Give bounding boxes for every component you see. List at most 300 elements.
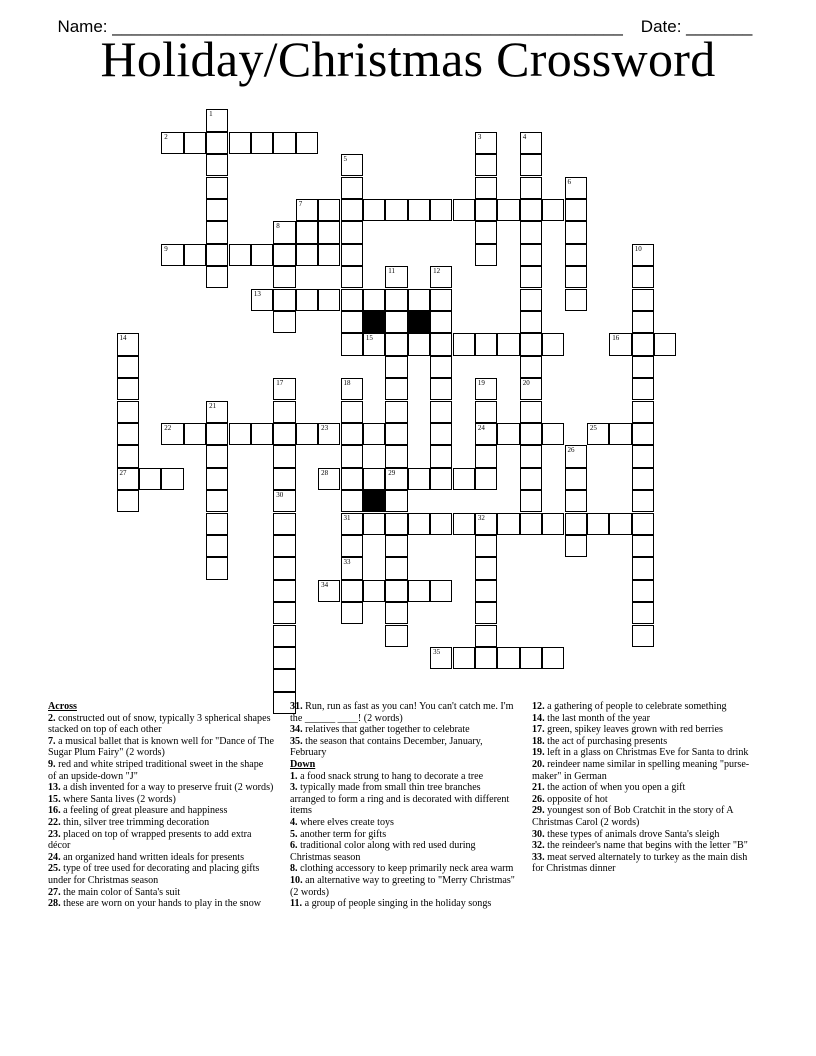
crossword-cell[interactable] <box>341 289 363 311</box>
crossword-cell[interactable] <box>609 513 631 535</box>
crossword-cell[interactable] <box>206 445 228 467</box>
clue-number: 4 <box>522 132 527 141</box>
crossword-cell[interactable] <box>206 557 228 579</box>
clue-number: 19. <box>532 747 545 759</box>
crossword-cell[interactable] <box>273 513 295 535</box>
crossword-cell[interactable] <box>363 289 385 311</box>
crossword-cell[interactable] <box>318 468 340 490</box>
crossword-cell[interactable] <box>206 154 228 176</box>
crossword-cell[interactable] <box>632 557 654 579</box>
clue-text: meat served alternately to turkey as the main dish for Christmas dinner <box>532 851 748 875</box>
crossword-cell[interactable] <box>475 199 497 221</box>
crossword-cell[interactable] <box>385 423 407 445</box>
crossword-cell[interactable] <box>341 199 363 221</box>
crossword-cell[interactable] <box>430 647 452 669</box>
crossword-cell[interactable] <box>430 266 452 288</box>
across-clue <box>48 805 274 817</box>
crossword-cell[interactable] <box>587 513 609 535</box>
crossword-cell[interactable] <box>632 378 654 400</box>
crossword-cell[interactable] <box>363 580 385 602</box>
clue-number: 15 <box>365 334 373 343</box>
crossword-cell[interactable] <box>475 333 497 355</box>
down-clue <box>532 782 760 794</box>
crossword-cell[interactable] <box>117 423 139 445</box>
crossword-cell[interactable] <box>341 445 363 467</box>
crossword-cell[interactable] <box>273 557 295 579</box>
crossword-cell[interactable] <box>385 535 407 557</box>
crossword-cell[interactable] <box>385 266 407 288</box>
crossword-cell[interactable] <box>565 490 587 512</box>
crossword-cell[interactable] <box>408 289 430 311</box>
crossword-cell[interactable] <box>430 445 452 467</box>
crossword-cell[interactable] <box>273 266 295 288</box>
crossword-cell[interactable] <box>318 244 340 266</box>
crossword-cell[interactable] <box>184 423 206 445</box>
crossword-cell[interactable] <box>565 199 587 221</box>
across-clue <box>48 782 274 794</box>
crossword-cell[interactable] <box>632 625 654 647</box>
crossword-cell[interactable] <box>632 333 654 355</box>
crossword-cell[interactable] <box>184 244 206 266</box>
crossword-cell[interactable] <box>475 557 497 579</box>
clue-number: 12. <box>532 701 545 712</box>
clue-text: a musical ballet that is known well for "Dance of The Sugar Plum Fairy" (2 words) <box>48 735 274 759</box>
clue-number: 14. <box>532 712 545 724</box>
crossword-cell[interactable] <box>206 401 228 423</box>
across-clue <box>48 852 274 864</box>
across-clue <box>48 863 274 886</box>
crossword-cell[interactable] <box>520 311 542 333</box>
crossword-cell[interactable] <box>341 423 363 445</box>
crossword-cell[interactable] <box>341 490 363 512</box>
crossword-cell[interactable] <box>161 132 183 154</box>
crossword-cell[interactable] <box>542 423 564 445</box>
crossword-cell[interactable] <box>475 378 497 400</box>
crossword-cell[interactable] <box>206 423 228 445</box>
crossword-cell[interactable] <box>632 311 654 333</box>
across-clue <box>48 829 274 852</box>
crossword-cell[interactable] <box>565 535 587 557</box>
crossword-cell[interactable] <box>520 154 542 176</box>
across-clue <box>290 736 516 759</box>
down-clue <box>532 736 760 748</box>
crossword-cell[interactable] <box>385 557 407 579</box>
crossword-cell[interactable] <box>430 333 452 355</box>
clue-number: 26 <box>567 446 575 455</box>
crossword-cell[interactable] <box>206 199 228 221</box>
crossword-cell[interactable] <box>273 647 295 669</box>
clue-number: 3 <box>477 132 482 141</box>
crossword-cell[interactable] <box>475 445 497 467</box>
crossword-cell[interactable] <box>408 468 430 490</box>
clue-number: 21. <box>532 782 545 794</box>
crossword-cell[interactable] <box>206 513 228 535</box>
crossword-cell[interactable] <box>520 356 542 378</box>
clue-number: 13. <box>48 782 61 794</box>
crossword-cell[interactable] <box>385 580 407 602</box>
clue-number: 24 <box>477 423 485 432</box>
crossword-cell[interactable] <box>453 468 475 490</box>
crossword-cell[interactable] <box>520 423 542 445</box>
crossword-cell[interactable] <box>520 401 542 423</box>
crossword-cell[interactable] <box>520 468 542 490</box>
crossword-cell[interactable] <box>251 244 273 266</box>
crossword-cell[interactable] <box>497 423 519 445</box>
crossword-cell[interactable] <box>385 625 407 647</box>
crossword-cell[interactable] <box>475 468 497 490</box>
crossword-cell[interactable] <box>520 513 542 535</box>
crossword-cell[interactable] <box>341 221 363 243</box>
crossword-cell[interactable] <box>206 244 228 266</box>
crossword-cell[interactable] <box>632 266 654 288</box>
crossword-cell[interactable] <box>385 356 407 378</box>
crossword-cell[interactable] <box>273 378 295 400</box>
crossword-cell[interactable] <box>632 423 654 445</box>
crossword-cell[interactable] <box>363 199 385 221</box>
crossword-cell[interactable] <box>341 244 363 266</box>
crossword-cell[interactable] <box>341 535 363 557</box>
clue-text: where Santa lives (2 words) <box>63 793 176 805</box>
clue-number: 10 <box>634 244 642 253</box>
crossword-cell[interactable] <box>654 333 676 355</box>
crossword-cell[interactable] <box>385 513 407 535</box>
clue-text: a dish invented for a way to preserve fruit (2 words) <box>63 782 274 794</box>
crossword-cell[interactable] <box>318 580 340 602</box>
crossword-cell[interactable] <box>117 378 139 400</box>
crossword-cell[interactable] <box>520 490 542 512</box>
crossword-cell[interactable] <box>632 468 654 490</box>
crossword-cell[interactable] <box>273 132 295 154</box>
crossword-cell[interactable] <box>251 289 273 311</box>
clue-text: relatives that gather together to celebrate <box>305 724 470 736</box>
crossword-cell[interactable] <box>520 244 542 266</box>
clue-number: 16. <box>48 805 61 817</box>
crossword-cell[interactable] <box>453 333 475 355</box>
crossword-cell[interactable] <box>430 423 452 445</box>
crossword-cell[interactable] <box>475 244 497 266</box>
crossword-cell[interactable] <box>408 580 430 602</box>
crossword-cell[interactable] <box>565 177 587 199</box>
crossword-cell[interactable] <box>341 580 363 602</box>
crossword-cell[interactable] <box>117 401 139 423</box>
name-field[interactable]: Name: ______________________________________________________ <box>57 17 623 36</box>
clue-text: youngest son of Bob Cratchit in the story of A Christmas Carol (2 words) <box>532 805 734 828</box>
crossword-cell[interactable] <box>161 468 183 490</box>
crossword-cell[interactable] <box>385 289 407 311</box>
crossword-cell[interactable] <box>385 602 407 624</box>
crossword-cell[interactable] <box>117 333 139 355</box>
clue-number: 1 <box>209 110 213 119</box>
clue-text: a gathering of people to celebrate something <box>547 701 727 712</box>
crossword-cell[interactable] <box>475 513 497 535</box>
crossword-cell[interactable] <box>341 266 363 288</box>
crossword-cell[interactable] <box>206 132 228 154</box>
clue-text: typically made from small thin tree branches arranged to form a ring and is decorated with different items <box>290 782 510 817</box>
clue-number: 11. <box>290 898 303 910</box>
crossword-cell[interactable] <box>430 580 452 602</box>
crossword-cell[interactable] <box>453 513 475 535</box>
crossword-cell[interactable] <box>273 401 295 423</box>
crossword-cell[interactable] <box>161 423 183 445</box>
down-clue <box>290 782 516 817</box>
crossword-cell[interactable] <box>453 199 475 221</box>
crossword-cell[interactable] <box>609 333 631 355</box>
crossword-cell[interactable] <box>273 311 295 333</box>
crossword-cell[interactable] <box>475 423 497 445</box>
crossword-cell[interactable] <box>206 221 228 243</box>
clue-number: 31 <box>343 513 351 522</box>
clue-number: 14 <box>119 334 127 343</box>
crossword-cell[interactable] <box>632 490 654 512</box>
crossword-cell[interactable] <box>206 109 228 131</box>
crossword-cell[interactable] <box>318 423 340 445</box>
down-clue <box>290 817 516 829</box>
crossword-cell[interactable] <box>251 132 273 154</box>
crossword-cell[interactable] <box>206 177 228 199</box>
crossword-cell[interactable] <box>273 602 295 624</box>
crossword-cell[interactable] <box>520 199 542 221</box>
crossword-cell[interactable] <box>296 199 318 221</box>
crossword-cell[interactable] <box>430 311 452 333</box>
crossword-cell[interactable] <box>296 221 318 243</box>
crossword-cell[interactable] <box>587 423 609 445</box>
crossword-cell[interactable] <box>341 513 363 535</box>
clue-number: 6. <box>290 840 298 852</box>
crossword-cell[interactable] <box>542 333 564 355</box>
clue-number: 23 <box>321 423 329 432</box>
crossword-cell[interactable] <box>475 154 497 176</box>
crossword-cell[interactable] <box>117 468 139 490</box>
crossword-cell[interactable] <box>229 244 251 266</box>
crossword-cell[interactable] <box>385 333 407 355</box>
crossword-cell[interactable] <box>520 445 542 467</box>
clue-text: the act of purchasing presents <box>547 735 668 747</box>
clue-number: 15. <box>48 793 61 805</box>
crossword-cell[interactable] <box>430 468 452 490</box>
crossword-cell[interactable] <box>497 647 519 669</box>
crossword-cell[interactable] <box>273 445 295 467</box>
crossword-cell[interactable] <box>475 401 497 423</box>
clue-column-2 <box>290 701 516 910</box>
crossword-cell[interactable] <box>363 423 385 445</box>
crossword-cell[interactable] <box>520 378 542 400</box>
clue-number: 18. <box>532 735 545 747</box>
crossword-cell[interactable] <box>430 356 452 378</box>
clue-text: red and white striped traditional sweet in the shape of an upside-down "J" <box>48 758 264 782</box>
crossword-cell[interactable] <box>632 401 654 423</box>
crossword-cell[interactable] <box>273 580 295 602</box>
crossword-cell[interactable] <box>385 311 407 333</box>
crossword-cell[interactable] <box>206 535 228 557</box>
crossword-cell[interactable] <box>430 401 452 423</box>
crossword-cell[interactable] <box>385 490 407 512</box>
crossword-cell[interactable] <box>273 221 295 243</box>
crossword-cell[interactable] <box>296 289 318 311</box>
clue-number: 12 <box>433 267 441 276</box>
crossword-cell[interactable] <box>385 468 407 490</box>
crossword-cell[interactable] <box>520 647 542 669</box>
down-clue <box>532 747 760 759</box>
clue-number: 34. <box>290 724 303 736</box>
crossword-cell[interactable] <box>341 401 363 423</box>
clue-number: 35. <box>290 735 303 747</box>
crossword-cell[interactable] <box>318 221 340 243</box>
crossword-cell[interactable] <box>318 289 340 311</box>
down-clue <box>532 829 760 841</box>
crossword-cell[interactable] <box>341 602 363 624</box>
crossword-cell[interactable] <box>385 199 407 221</box>
crossword-cell[interactable] <box>475 535 497 557</box>
crossword-block <box>363 311 385 333</box>
clue-number: 28 <box>321 468 329 477</box>
crossword-cell[interactable] <box>632 356 654 378</box>
crossword-cell[interactable] <box>385 378 407 400</box>
crossword-cell[interactable] <box>497 333 519 355</box>
crossword-cell[interactable] <box>341 154 363 176</box>
crossword-cell[interactable] <box>206 490 228 512</box>
across-clue <box>48 817 274 829</box>
crossword-cell[interactable] <box>363 468 385 490</box>
crossword-cell[interactable] <box>296 423 318 445</box>
clue-text: reindeer name similar in spelling meaning "purse-maker" in German <box>532 758 750 782</box>
crossword-cell[interactable] <box>341 333 363 355</box>
clue-number: 35 <box>433 647 441 656</box>
crossword-cell[interactable] <box>206 266 228 288</box>
crossword-cell[interactable] <box>542 199 564 221</box>
clue-number: 8. <box>290 863 298 875</box>
crossword-cell[interactable] <box>408 513 430 535</box>
crossword-cell[interactable] <box>520 177 542 199</box>
crossword-cell[interactable] <box>273 669 295 691</box>
down-clue <box>532 724 760 736</box>
crossword-cell[interactable] <box>161 244 183 266</box>
crossword-cell[interactable] <box>296 244 318 266</box>
crossword-cell[interactable] <box>475 625 497 647</box>
crossword-cell[interactable] <box>206 468 228 490</box>
crossword-cell[interactable] <box>565 289 587 311</box>
crossword-cell[interactable] <box>363 333 385 355</box>
across-clue <box>48 759 274 782</box>
across-clue <box>48 713 274 736</box>
crossword-cell[interactable] <box>565 266 587 288</box>
clue-number: 6 <box>567 177 571 186</box>
down-clue <box>532 759 760 782</box>
crossword-cell[interactable] <box>497 199 519 221</box>
crossword-cell[interactable] <box>117 490 139 512</box>
crossword-cell[interactable] <box>139 468 161 490</box>
crossword-cell[interactable] <box>229 132 251 154</box>
crossword-cell[interactable] <box>475 177 497 199</box>
crossword-cell[interactable] <box>609 423 631 445</box>
crossword-cell[interactable] <box>542 513 564 535</box>
crossword-cell[interactable] <box>273 423 295 445</box>
crossword-cell[interactable] <box>632 602 654 624</box>
crossword-cell[interactable] <box>363 513 385 535</box>
clue-number: 13 <box>253 289 261 298</box>
crossword-cell[interactable] <box>117 445 139 467</box>
crossword-cell[interactable] <box>632 580 654 602</box>
crossword-cell[interactable] <box>251 423 273 445</box>
crossword-cell[interactable] <box>632 513 654 535</box>
across-clue <box>48 898 274 910</box>
crossword-cell[interactable] <box>341 378 363 400</box>
crossword-cell[interactable] <box>520 333 542 355</box>
clue-number: 30 <box>276 491 284 500</box>
crossword-cell[interactable] <box>341 557 363 579</box>
crossword-cell[interactable] <box>475 580 497 602</box>
clue-text: clothing accessory to keep primarily neck area warm <box>300 863 514 875</box>
crossword-cell[interactable] <box>475 647 497 669</box>
crossword-cell[interactable] <box>520 266 542 288</box>
crossword-cell[interactable] <box>273 490 295 512</box>
crossword-cell[interactable] <box>117 356 139 378</box>
clue-number: 5. <box>290 828 298 840</box>
crossword-cell[interactable] <box>475 132 497 154</box>
crossword-cell[interactable] <box>385 445 407 467</box>
crossword-cell[interactable] <box>632 445 654 467</box>
crossword-cell[interactable] <box>408 333 430 355</box>
crossword-cell[interactable] <box>475 602 497 624</box>
down-clue <box>532 840 760 852</box>
crossword-cell[interactable] <box>273 625 295 647</box>
crossword-cell[interactable] <box>565 445 587 467</box>
crossword-cell[interactable] <box>341 468 363 490</box>
crossword-cell[interactable] <box>273 535 295 557</box>
crossword-cell[interactable] <box>341 177 363 199</box>
clue-text: a feeling of great pleasure and happiness <box>63 805 228 817</box>
crossword-cell[interactable] <box>229 423 251 445</box>
clue-number: 33 <box>343 558 351 567</box>
crossword-cell[interactable] <box>408 199 430 221</box>
crossword-cell[interactable] <box>565 244 587 266</box>
crossword-cell[interactable] <box>385 401 407 423</box>
crossword-cell[interactable] <box>632 535 654 557</box>
clue-text: constructed out of snow, typically 3 spherical shapes stacked on top of each other <box>48 712 271 736</box>
across-heading: Across <box>48 701 77 712</box>
crossword-cell[interactable] <box>632 289 654 311</box>
crossword-cell[interactable] <box>565 468 587 490</box>
crossword-cell[interactable] <box>475 221 497 243</box>
crossword-cell[interactable] <box>520 289 542 311</box>
clue-text: green, spikey leaves grown with red berries <box>547 724 723 736</box>
crossword-cell[interactable] <box>430 513 452 535</box>
crossword-cell[interactable] <box>430 378 452 400</box>
crossword-cell[interactable] <box>318 199 340 221</box>
crossword-cell[interactable] <box>430 199 452 221</box>
crossword-cell[interactable] <box>430 289 452 311</box>
crossword-cell[interactable] <box>453 647 475 669</box>
crossword-cell[interactable] <box>497 513 519 535</box>
clue-text: another term for gifts <box>300 828 387 840</box>
crossword-cell[interactable] <box>632 244 654 266</box>
crossword-cell[interactable] <box>520 221 542 243</box>
crossword-cell[interactable] <box>273 244 295 266</box>
crossword-cell[interactable] <box>341 311 363 333</box>
clue-number: 10. <box>290 874 303 886</box>
clue-number: 22 <box>164 423 172 432</box>
crossword-cell[interactable] <box>565 513 587 535</box>
crossword-cell[interactable] <box>565 221 587 243</box>
crossword-cell[interactable] <box>520 132 542 154</box>
across-clue <box>48 794 274 806</box>
crossword-cell[interactable] <box>273 468 295 490</box>
crossword-cell[interactable] <box>273 289 295 311</box>
crossword-cell[interactable] <box>296 132 318 154</box>
clue-text: the reindeer's name that begins with the letter "B" <box>547 840 748 852</box>
crossword-cell[interactable] <box>184 132 206 154</box>
crossword-cell[interactable] <box>542 647 564 669</box>
date-field[interactable]: Date: _______ <box>640 17 753 36</box>
